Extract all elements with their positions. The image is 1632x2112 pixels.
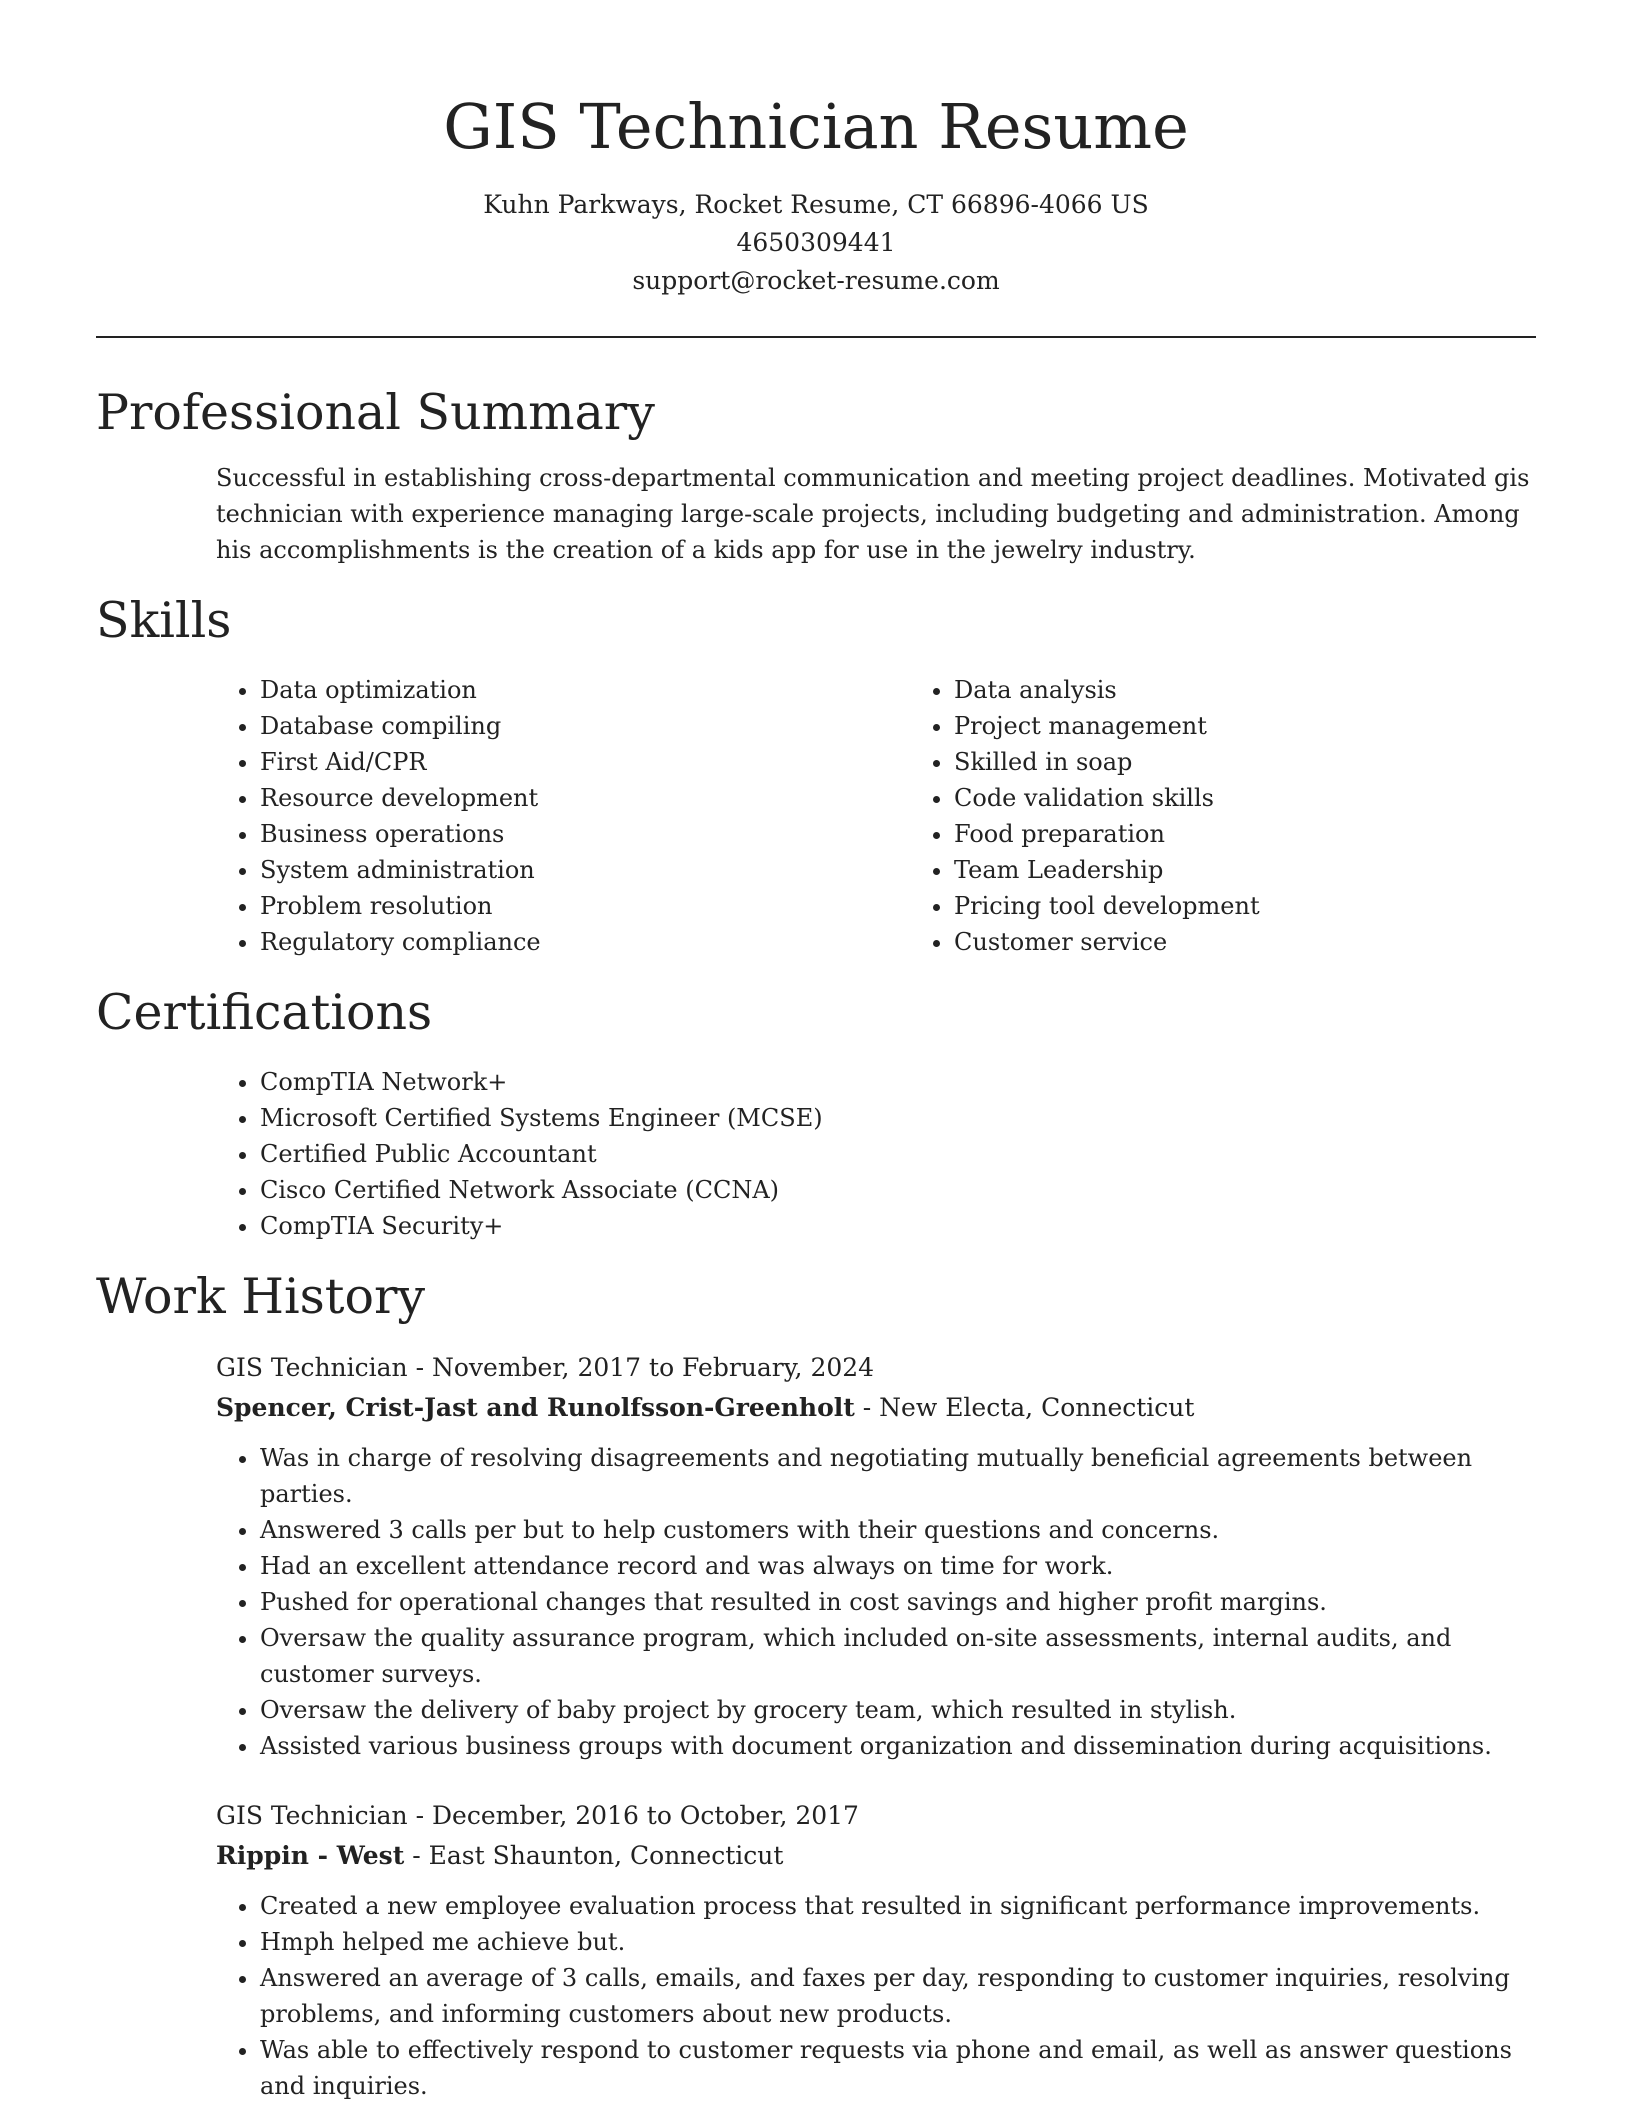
certification-item: • Cisco Certified Network Associate (CCNA) <box>260 1172 1536 1208</box>
resume-header <box>96 0 1536 300</box>
job-duty: • Oversaw the delivery of baby project by grocery team, which resulted in stylish. <box>260 1692 1536 1728</box>
job-separator: - <box>404 1841 429 1870</box>
header-divider <box>96 336 1536 338</box>
skill-item: • Food preparation <box>954 816 1536 852</box>
job-duty: • Had an excellent attendance record and was always on time for work. <box>260 1548 1536 1584</box>
skills-list-left <box>216 672 910 960</box>
skill-item: • Team Leadership <box>954 852 1536 888</box>
job-entry <box>96 1796 1536 2104</box>
job-duty: • Answered 3 calls per but to help customers with their questions and concerns. <box>260 1512 1536 1548</box>
certifications-heading: Certifications <box>96 984 433 1041</box>
skill-item: • Project management <box>954 708 1536 744</box>
resume-title: GIS Technician Resume <box>443 90 1189 163</box>
skills-columns <box>96 672 1536 960</box>
job-company: Spencer, Crist-Jast and Runolfsson-Greenholt <box>216 1393 855 1422</box>
job-duty: • Pushed for operational changes that resulted in cost savings and higher profit margins. <box>260 1584 1536 1620</box>
summary-text: Successful in establishing cross-departmental communication and meeting project deadlines. Motivated gis technician with experience managing large-scale projects, including budgeting and administration. Among his accomplishments is the creation of a kids app for use in the jewelry industry. <box>216 464 1530 564</box>
job-duties <box>216 1888 1536 2104</box>
job-separator: - <box>407 1801 432 1830</box>
job-company: Rippin - West <box>216 1841 405 1870</box>
job-location: New Electa, Connecticut <box>879 1393 1195 1422</box>
certification-item: • CompTIA Security+ <box>260 1208 1536 1244</box>
summary-heading: Professional Summary <box>96 384 655 441</box>
contact-address: Kuhn Parkways, Rocket Resume, CT 66896-4066 US <box>483 190 1149 219</box>
jobs-list <box>96 1348 1536 2104</box>
skill-item: • Data analysis <box>954 672 1536 708</box>
skills-section <box>96 588 1536 960</box>
job-duty: • Hmph helped me achieve but. <box>260 1924 1536 1960</box>
summary-section <box>96 380 1536 568</box>
job-duty: • Assisted various business groups with document organization and dissemination during acquisitions. <box>260 1728 1536 1764</box>
skill-item: • First Aid/CPR <box>260 744 910 780</box>
job-title: GIS Technician <box>216 1801 408 1830</box>
job-dates: December, 2016 to October, 2017 <box>432 1801 859 1830</box>
skill-item: • Skilled in soap <box>954 744 1536 780</box>
skill-item: • Database compiling <box>260 708 910 744</box>
job-duty: • Was in charge of resolving disagreements and negotiating mutually beneficial agreements between parties. <box>260 1440 1536 1512</box>
job-entry <box>96 1348 1536 1764</box>
contact-email[interactable]: support@rocket-resume.com <box>632 266 1000 295</box>
contact-phone: 4650309441 <box>736 228 896 257</box>
job-duties <box>216 1440 1536 1764</box>
job-title-line <box>216 1796 1536 1836</box>
job-company-line <box>216 1836 1536 1876</box>
job-title: GIS Technician <box>216 1353 408 1382</box>
certification-item: • Microsoft Certified Systems Engineer (MCSE) <box>260 1100 1536 1136</box>
job-duty: • Answered an average of 3 calls, emails, and faxes per day, responding to customer inquiries, resolving problems, and informing customers about new products. <box>260 1960 1536 2032</box>
skill-item: • Data optimization <box>260 672 910 708</box>
job-separator: - <box>407 1353 432 1382</box>
skill-item: • Customer service <box>954 924 1536 960</box>
job-dates: November, 2017 to February, 2024 <box>432 1353 875 1382</box>
skills-heading: Skills <box>96 592 232 649</box>
skill-item: • Business operations <box>260 816 910 852</box>
job-title-line <box>216 1348 1536 1388</box>
skill-item: • Pricing tool development <box>954 888 1536 924</box>
job-duty: • Was able to effectively respond to customer requests via phone and email, as well as answer questions and inquiries. <box>260 2032 1536 2104</box>
job-duty: • Oversaw the quality assurance program, which included on-site assessments, internal audits, and customer surveys. <box>260 1620 1536 1692</box>
certification-item: • CompTIA Network+ <box>260 1064 1536 1100</box>
work-history-section <box>96 1264 1536 2104</box>
skill-item: • Code validation skills <box>954 780 1536 816</box>
certifications-list <box>216 1064 1536 1244</box>
work-history-heading: Work History <box>96 1268 426 1325</box>
skill-item: • System administration <box>260 852 910 888</box>
skill-item: • Resource development <box>260 780 910 816</box>
certifications-section <box>96 980 1536 1244</box>
contact-block <box>96 186 1536 300</box>
job-separator: - <box>854 1393 880 1422</box>
skill-item: • Problem resolution <box>260 888 910 924</box>
certifications-list-wrap <box>96 1064 1536 1244</box>
certification-item: • Certified Public Accountant <box>260 1136 1536 1172</box>
skill-item: • Regulatory compliance <box>260 924 910 960</box>
job-company-line <box>216 1388 1536 1428</box>
job-location: East Shaunton, Connecticut <box>428 1841 784 1870</box>
skills-list-right <box>910 672 1536 960</box>
job-duty: • Created a new employee evaluation process that resulted in significant performance improvements. <box>260 1888 1536 1924</box>
